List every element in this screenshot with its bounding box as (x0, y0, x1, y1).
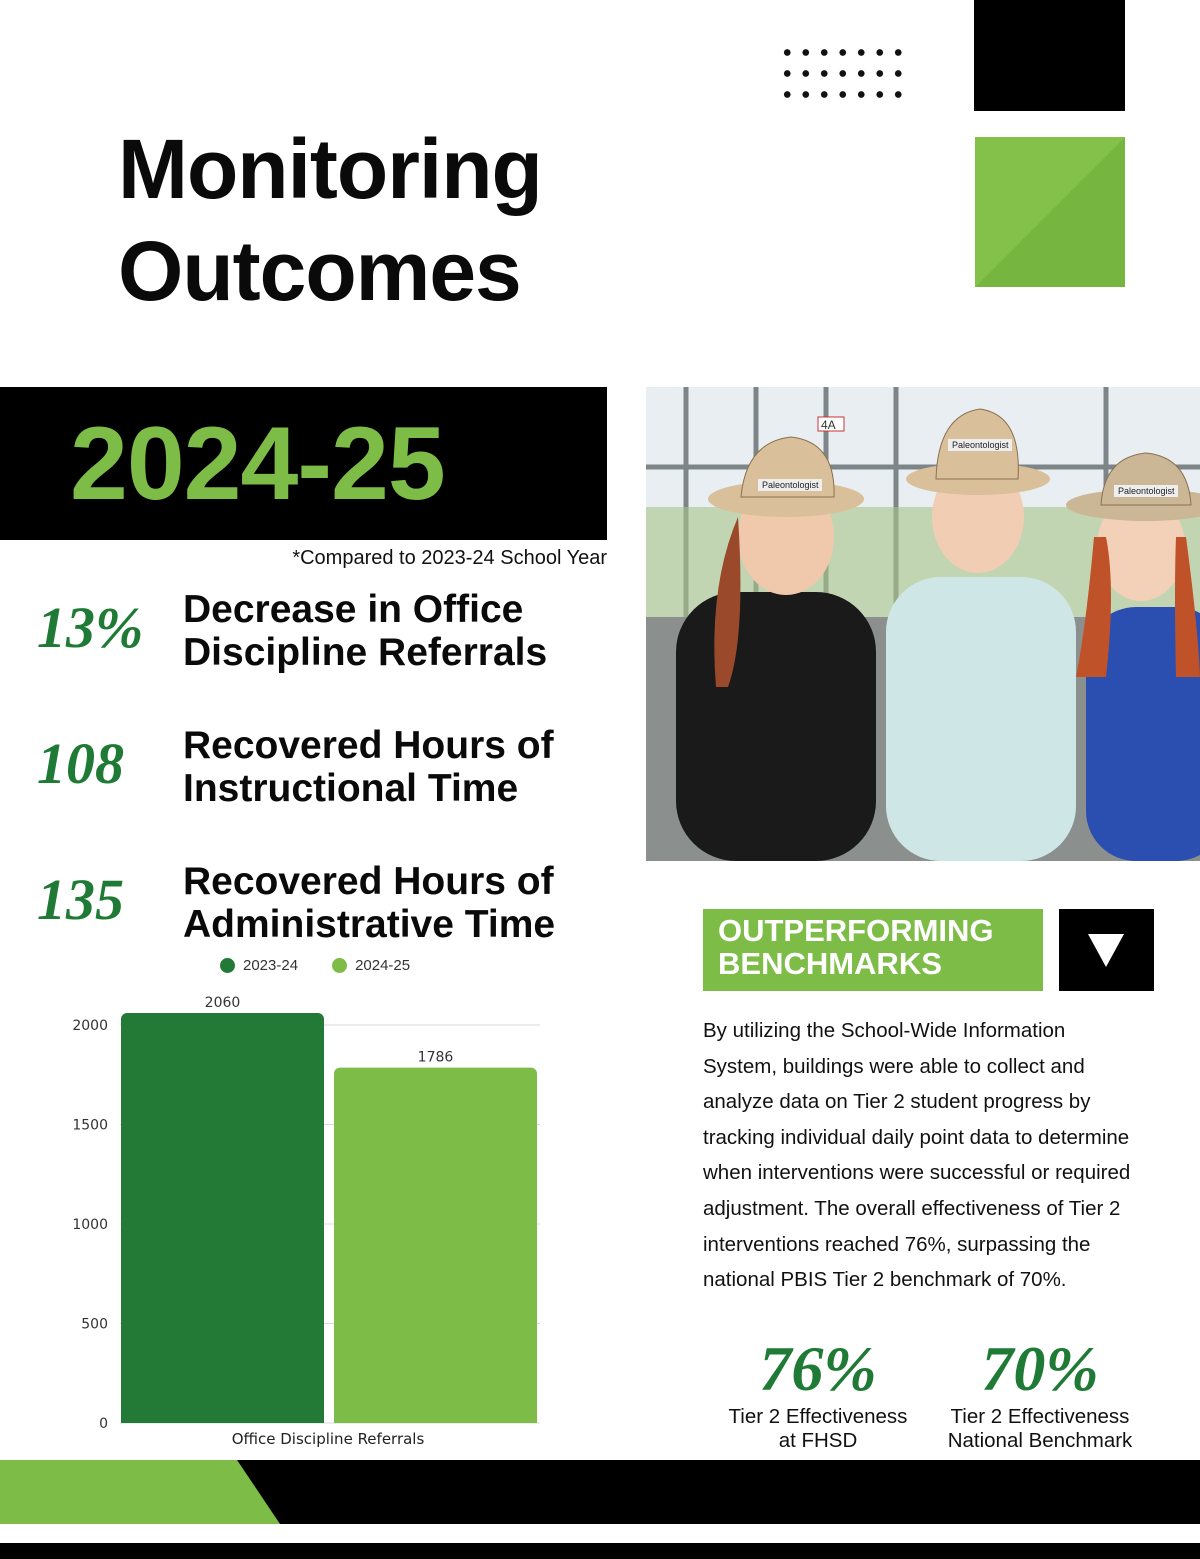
legend-item (332, 957, 410, 974)
stat-label-line: Discipline Referrals (183, 631, 548, 674)
stat-value: 13% (37, 595, 144, 660)
title-line-2: Outcomes (118, 224, 521, 318)
benchmarks-heading-line: BENCHMARKS (718, 946, 942, 981)
benchmarks-heading-line: OUTPERFORMING (718, 913, 994, 948)
hat-label: Paleontologist (952, 440, 1009, 450)
year-label: 2024-25 (70, 406, 445, 522)
y-tick-label: 1000 (72, 1217, 108, 1233)
students-illustration (646, 387, 1200, 861)
students-photo (646, 387, 1200, 861)
dot-grid-decoration (778, 42, 912, 112)
bar (334, 1068, 537, 1423)
benchmark-label-line: at FHSD (778, 1429, 858, 1452)
benchmark-value: 70% (981, 1333, 1099, 1404)
stat-value: 135 (37, 867, 124, 932)
benchmarks-paragraph: By utilizing the School-Wide Information System, buildings were able to collect and analyze data on Tier 2 student progress by tracking individual daily point data to determine when interventions were successful or required adjustment. The overall effectiveness of Tier 2 interventions reached 76%, surpassing the national PBIS Tier 2 benchmark of 70%. (703, 1019, 1131, 1292)
y-tick-label: 0 (99, 1416, 108, 1432)
stat-label-line: Recovered Hours of (183, 860, 554, 903)
data-label: 1786 (417, 1049, 454, 1066)
title-line-1: Monitoring (118, 122, 542, 216)
legend-item (220, 957, 298, 974)
footer-strip (0, 1543, 1200, 1559)
legend-label: 2023-24 (243, 957, 299, 974)
legend-label: 2024-25 (355, 957, 411, 974)
y-tick-label: 2000 (72, 1018, 108, 1034)
stat-label-line: Recovered Hours of (183, 724, 554, 767)
hat-label: Paleontologist (1118, 486, 1175, 496)
stat-label (183, 860, 555, 946)
legend-swatch (332, 958, 347, 973)
stat-label-line: Administrative Time (183, 903, 556, 946)
comparison-note: *Compared to 2023-24 School Year (292, 547, 607, 569)
stat-label-line: Decrease in Office (183, 588, 524, 631)
green-square-decoration (975, 137, 1125, 287)
benchmark-label-line: National Benchmark (947, 1429, 1133, 1452)
bar-base (121, 1415, 324, 1423)
x-category-label: Office Discipline Referrals (231, 1430, 425, 1448)
door-sign: 4A (821, 418, 836, 432)
footer-green-band (0, 1460, 280, 1524)
benchmark-item (930, 1333, 1150, 1453)
chart-legend (220, 957, 410, 974)
data-label: 2060 (204, 995, 241, 1012)
hat-label: Paleontologist (762, 480, 819, 490)
bar-base (334, 1415, 537, 1423)
benchmark-value: 76% (759, 1333, 877, 1404)
legend-swatch (220, 958, 235, 973)
black-square-decoration (974, 0, 1125, 111)
stat-value: 108 (37, 731, 124, 796)
stat-label (183, 588, 547, 674)
footer-black-band (237, 1460, 1200, 1524)
stat-label-line: Instructional Time (183, 767, 519, 810)
bar (121, 1013, 324, 1423)
benchmark-label-line: Tier 2 Effectiveness (950, 1405, 1130, 1428)
bar-chart (40, 985, 560, 1460)
benchmark-item (708, 1333, 928, 1453)
benchmarks-heading (718, 914, 994, 980)
stat-label (183, 724, 554, 810)
y-tick-label: 1500 (72, 1117, 108, 1134)
y-tick-label: 500 (81, 1316, 108, 1333)
triangle-down-icon (1088, 934, 1124, 967)
page-title (118, 118, 542, 322)
benchmark-label-line: Tier 2 Effectiveness (728, 1405, 908, 1428)
